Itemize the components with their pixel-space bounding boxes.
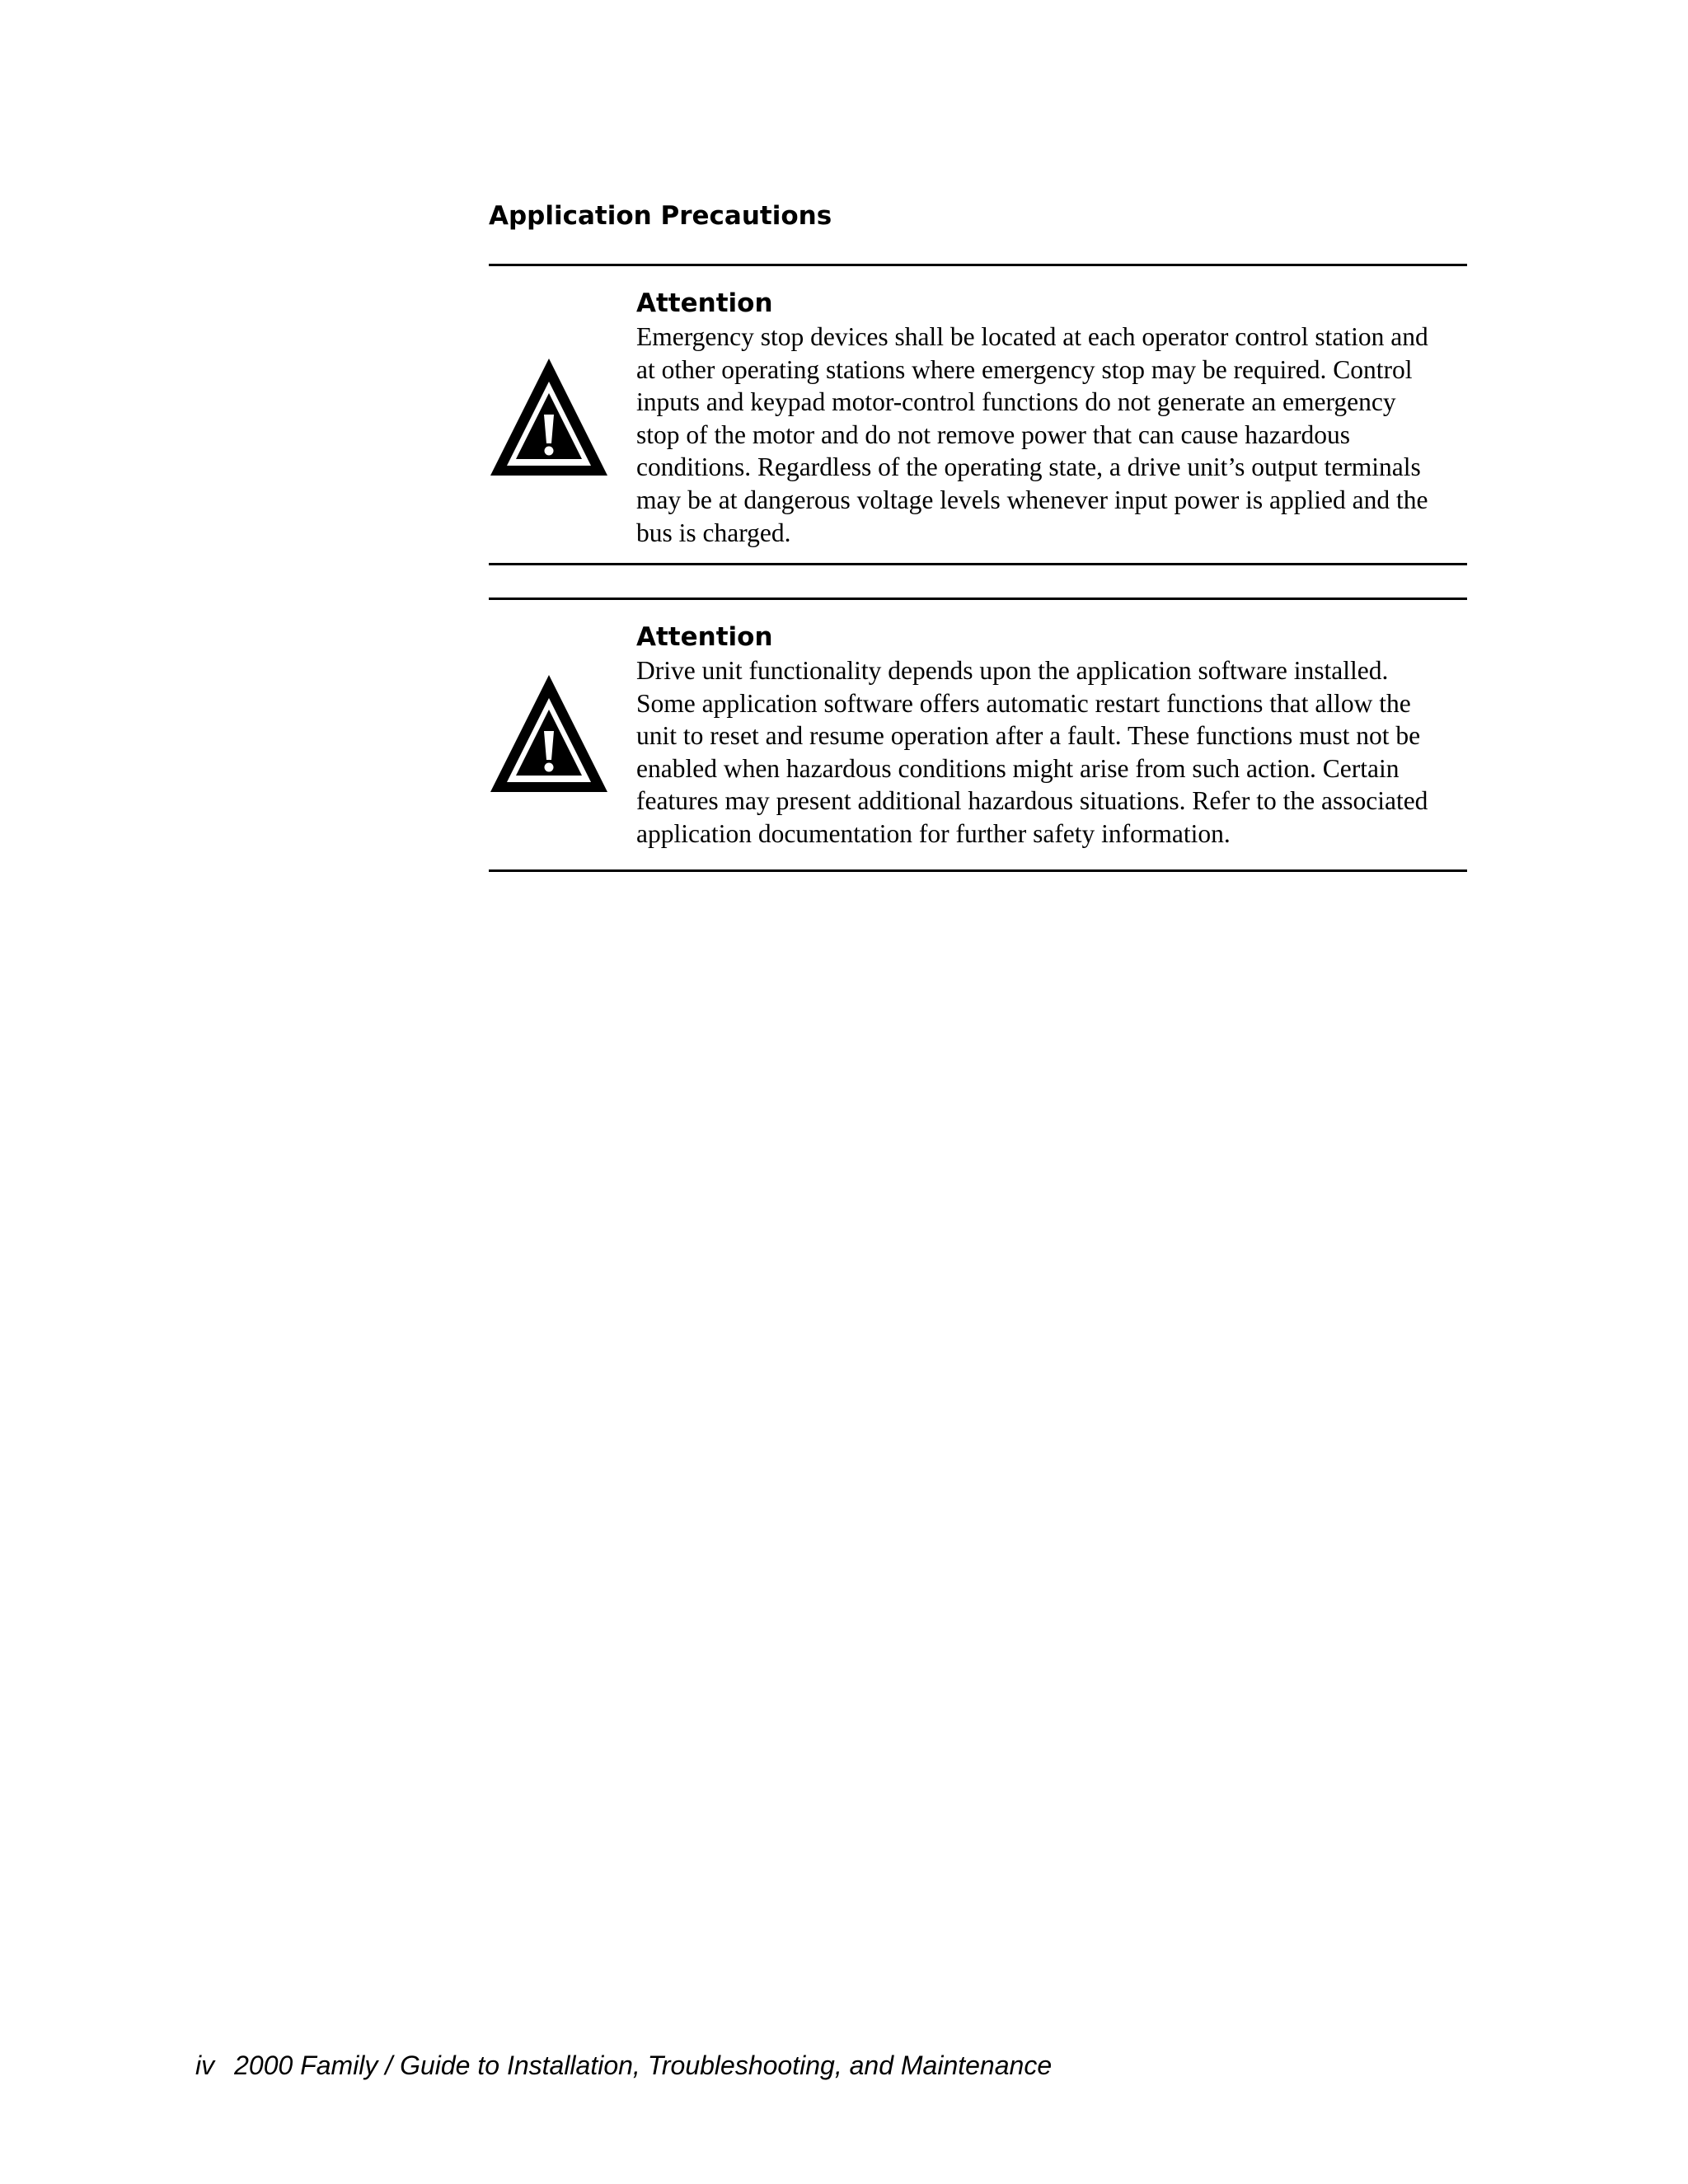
notice-line: features may present additional hazardous situations. Refer to the associated — [636, 786, 1428, 816]
notice-line: stop of the motor and do not remove power that can cause hazardous — [636, 419, 1350, 449]
notice-title: Attention — [636, 288, 773, 318]
notice-body — [636, 286, 1469, 549]
notice-line: unit to reset and resume operation after a fault. These functions must not be — [636, 721, 1421, 751]
notice-title: Attention — [636, 622, 773, 652]
page-footer — [195, 2047, 1052, 2083]
warning-triangle-icon — [489, 673, 609, 794]
notice-line: Drive unit functionality depends upon the application software installed. — [636, 656, 1389, 685]
notice-line: enabled when hazardous conditions might arise from such action. Certain — [636, 753, 1400, 783]
notice-line: Some application software offers automatic restart functions that allow the — [636, 688, 1411, 718]
notice-line: application documentation for further safety information. — [636, 818, 1231, 848]
attention-notice-emergency-stop — [489, 264, 1467, 565]
page-number: iv — [195, 2050, 215, 2080]
notice-text — [636, 654, 1469, 851]
warning-triangle-icon — [489, 357, 609, 477]
notice-body — [636, 620, 1469, 851]
notice-line: Emergency stop devices shall be located at each operator control station and — [636, 322, 1428, 351]
notice-line: inputs and keypad motor-control functions do not generate an emergency — [636, 387, 1396, 417]
page-title: Application Precautions — [489, 201, 832, 231]
attention-notice-application-software — [489, 598, 1467, 872]
notice-line: conditions. Regardless of the operating state, a drive unit’s output terminals — [636, 452, 1421, 482]
footer-title: 2000 Family / Guide to Installation, Troubleshooting, and Maintenance — [234, 2050, 1053, 2080]
notice-line: bus is charged. — [636, 518, 791, 547]
notice-line: at other operating stations where emergency stop may be required. Control — [636, 354, 1413, 384]
notice-text — [636, 321, 1469, 549]
notice-line: may be at dangerous voltage levels whenever input power is applied and the — [636, 485, 1428, 514]
